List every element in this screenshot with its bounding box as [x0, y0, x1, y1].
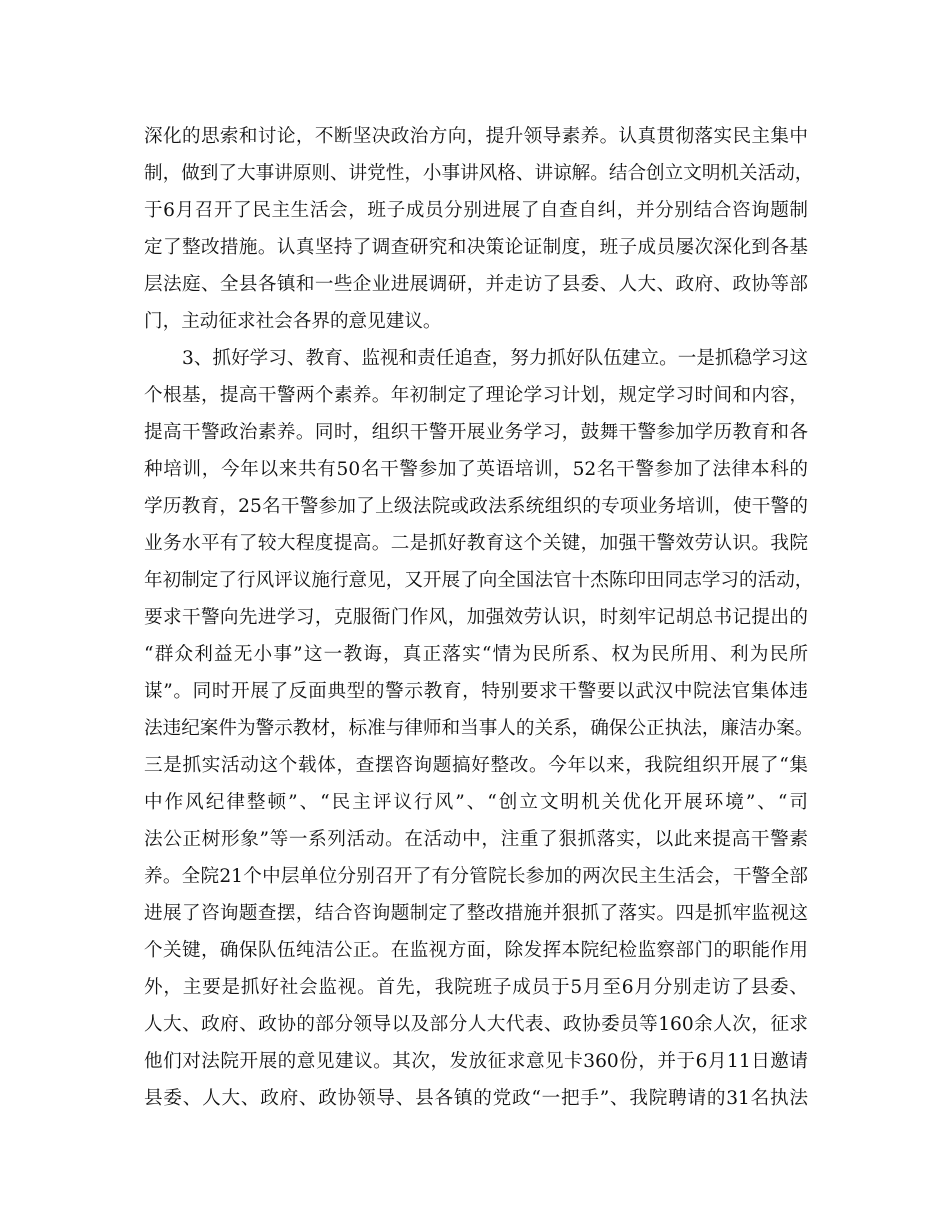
text-line: 制，做到了大事讲原则、讲党性，小事讲风格、讲谅解。结合创立文明机关活动， [144, 163, 814, 184]
paragraph-1 [144, 118, 814, 340]
text-line: 法违纪案件为警示教材，标准与律师和当事人的关系，确保公正执法，廉洁办案。 [144, 718, 814, 739]
text-line: 谋”。同时开展了反面典型的警示教育，特别要求干警要以武汉中院法官集体违 [144, 681, 808, 702]
text-line: 学历教育，25名干警参加了上级法院或政法系统组织的专项业务培训，使干警的 [144, 496, 808, 517]
document-page [144, 118, 814, 1117]
text-line: 种培训，今年以来共有50名干警参加了英语培训，52名干警参加了法律本科的 [144, 459, 808, 480]
text-line: 他们对法院开展的意见建议。其次，发放征求意见卡360份，并于6月11日邀请 [144, 1051, 808, 1072]
text-line: 中作风纪律整顿”、“民主评议行风”、“创立文明机关优化开展环境”、“司 [144, 792, 808, 813]
text-line: 个根基，提高干警两个素养。年初制定了理论学习计划，规定学习时间和内容， [144, 385, 808, 406]
text-line: 业务水平有了较大程度提高。二是抓好教育这个关键，加强干警效劳认识。我院 [144, 533, 808, 554]
text-line: 于6月召开了民主生活会，班子成员分别进展了自查自纠，并分别结合咨询题制 [144, 200, 808, 221]
text-line: 3、抓好学习、教育、监视和责任追查，努力抓好队伍建立。一是抓稳学习这 [182, 348, 808, 369]
text-line: 个关键，确保队伍纯洁公正。在监视方面，除发挥本院纪检监察部门的职能作用 [144, 940, 808, 961]
text-line: 县委、人大、政府、政协领导、县各镇的党政“一把手”、我院聘请的31名执法 [144, 1088, 808, 1109]
text-line: “群众利益无小事”这一教诲，真正落实“情为民所系、权为民所用、利为民所 [144, 644, 808, 665]
text-line: 法公正树形象”等一系列活动。在活动中，注重了狠抓落实，以此来提高干警素 [144, 829, 808, 850]
text-line: 深化的思索和讨论，不断坚决政治方向，提升领导素养。认真贯彻落实民主集中 [144, 126, 808, 147]
text-line: 养。全院21个中层单位分别召开了有分管院长参加的两次民主生活会，干警全部 [144, 866, 808, 887]
text-line: 门，主动征求社会各界的意见建议。 [144, 311, 442, 332]
text-line: 层法庭、全县各镇和一些企业进展调研，并走访了县委、人大、政府、政协等部 [144, 274, 808, 295]
text-line: 提高干警政治素养。同时，组织干警开展业务学习，鼓舞干警参加学历教育和各 [144, 422, 808, 443]
text-line: 要求干警向先进学习，克服衙门作风，加强效劳认识，时刻牢记胡总书记提出的 [144, 607, 808, 628]
text-line: 人大、政府、政协的部分领导以及部分人大代表、政协委员等160余人次，征求 [144, 1014, 808, 1035]
paragraph-2 [144, 340, 814, 1117]
text-line: 年初制定了行风评议施行意见，又开展了向全国法官十杰陈印田同志学习的活动， [144, 570, 814, 591]
text-line: 进展了咨询题查摆，结合咨询题制定了整改措施并狠抓了落实。四是抓牢监视这 [144, 903, 808, 924]
text-line: 三是抓实活动这个载体，查摆咨询题搞好整改。今年以来，我院组织开展了“集 [144, 755, 808, 776]
text-line: 定了整改措施。认真坚持了调查研究和决策论证制度，班子成员屡次深化到各基 [144, 237, 808, 258]
text-line: 外，主要是抓好社会监视。首先，我院班子成员于5月至6月分别走访了县委、 [144, 977, 808, 998]
